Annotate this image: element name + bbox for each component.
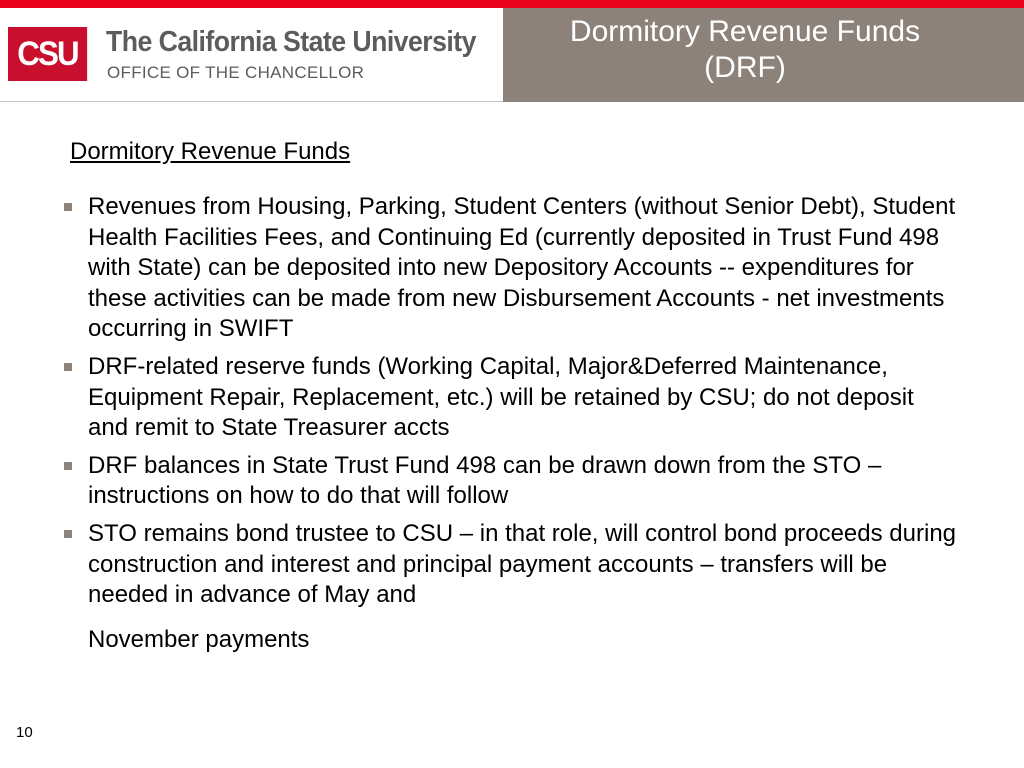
bullet-text-continuation: November payments <box>88 625 310 653</box>
square-bullet-icon <box>64 530 72 538</box>
bullet-item <box>60 352 960 444</box>
bullet-text: STO remains bond trustee to CSU – in that role, will control bond proceeds during construction and interest and principal payment accounts – transfers will be needed in advance of May and <box>88 519 957 609</box>
csu-logo-mark: CSU <box>8 27 87 81</box>
square-bullet-icon <box>64 462 72 470</box>
slide-title-line1: Dormitory Revenue Funds <box>569 15 921 48</box>
slide-header <box>0 8 1024 102</box>
bullet-text: DRF balances in State Trust Fund 498 can be drawn down from the STO – instructions on how to do that will follow <box>88 451 882 510</box>
bullet-text: Revenues from Housing, Parking, Student Centers (without Senior Debt), Student Health Facilities Fees, and Continuing Ed (currently deposited in Trust Fund 498 with State) can be deposited into new Depository Accounts -- expenditures for these activities can be made from new Disbursement Accounts - net investments occurring in SWIFT <box>88 193 956 343</box>
csu-logo <box>0 8 503 102</box>
bullet-item <box>60 519 960 655</box>
office-name: OFFICE OF THE CHANCELLOR <box>107 63 365 82</box>
bullet-list <box>60 192 960 662</box>
square-bullet-icon <box>64 203 72 211</box>
square-bullet-icon <box>64 363 72 371</box>
slide-title <box>503 14 987 86</box>
bullet-item <box>60 192 960 345</box>
bullet-item <box>60 451 960 512</box>
bullet-text: DRF-related reserve funds (Working Capital, Major&Deferred Maintenance, Equipment Repair, Replacement, etc.) will be retained by CSU; do not deposit and remit to State Treasurer accts <box>88 352 914 442</box>
university-name: The California State University <box>106 26 476 58</box>
title-box <box>503 8 1024 102</box>
page-number: 10 <box>16 724 33 741</box>
slide-title-line2: (DRF) <box>704 51 786 84</box>
top-accent-bar <box>0 0 1024 8</box>
section-subheading: Dormitory Revenue Funds <box>70 138 351 165</box>
